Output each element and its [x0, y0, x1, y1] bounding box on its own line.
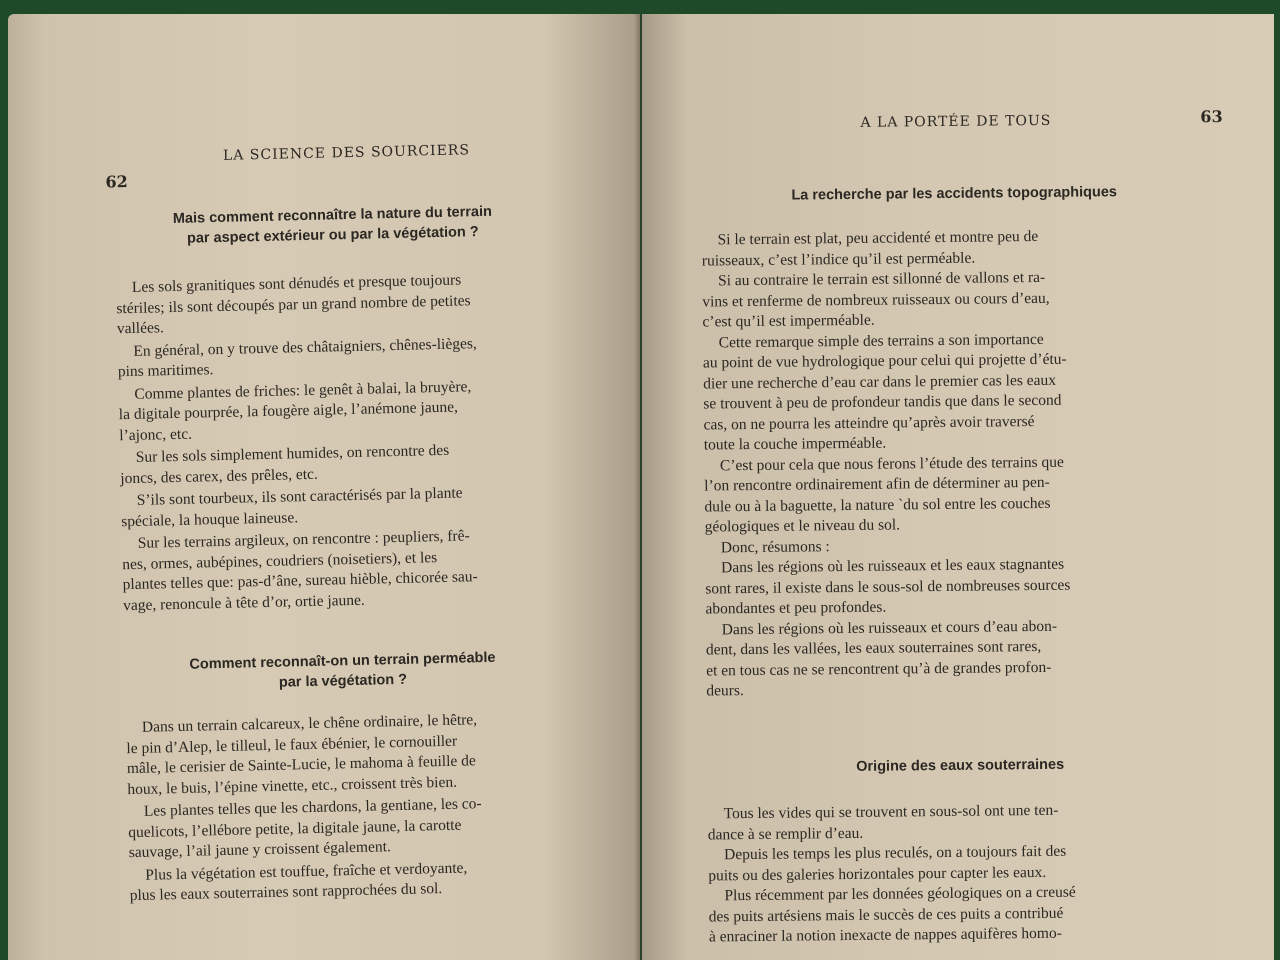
text-line: puits ou des galeries horizontales pour capter les eaux. [708, 863, 1047, 884]
text-line: Donc, résumons : [720, 537, 830, 556]
text-line: ruisseaux, c’est l’indice qu’il est perméable. [701, 249, 976, 270]
text-line: dent, dans les vallées, les eaux souterraines sont rares, [705, 637, 1042, 659]
text-line: Sur les terrains argileux, on rencontre : peupliers, frê- [137, 527, 470, 552]
paragraph [116, 268, 567, 340]
paragraph [702, 266, 1203, 333]
text-line: vins et renferme de nombreux ruisseaux ou cours d’eau, [702, 289, 1050, 311]
text-line: sauvage, l’ail jaune y croissent également. [128, 838, 392, 862]
page-number: 62 [105, 172, 129, 192]
text-line: vage, renoncule à tête d’or, ortie jaune. [122, 591, 365, 614]
right-page [642, 14, 1274, 960]
text-line: deurs. [706, 682, 744, 700]
paragraph [708, 799, 1208, 845]
heading-line: par la végétation ? [278, 671, 408, 691]
text-line: à enraciner la notion inexacte de nappes aquifères homo- [708, 924, 1062, 946]
left-page [8, 14, 640, 960]
text-line: des puits artésiens mais le succès de ces puits a contribué [708, 904, 1064, 925]
text-line: l’on rencontre ordinairement afin de déterminer au pen- [704, 473, 1050, 495]
text-line: stériles; ils sont découpés par un grand nombre de petites [116, 291, 471, 317]
heading-line: par aspect extérieur ou par la végétation ? [186, 224, 479, 247]
text-line: Dans les régions où les ruisseaux et les eaux stagnantes [720, 555, 1065, 577]
section-heading [132, 647, 553, 697]
paragraph [128, 792, 589, 864]
text-line: quelicots, l’ellébore petite, la digitale jaune, la carotte [128, 816, 462, 841]
text-line: c’est qu’il est imperméable. [702, 311, 875, 331]
text-line: joncs, des carex, des prêles, etc. [120, 465, 318, 487]
heading-line: La recherche par les accidents topographiques [791, 184, 1118, 204]
text-line: toute la couche imperméable. [703, 434, 887, 454]
open-book [8, 14, 1274, 960]
text-line: nes, ormes, aubépines, coudriers (noisetiers), et les [122, 548, 438, 573]
heading-line: Origine des eaux souterraines [856, 756, 1065, 775]
text-line: se trouvent à peu de profondeur tandis que dans le second [703, 391, 1062, 413]
text-line: dule ou à la baguette, la nature `du sol entre les couches [704, 494, 1051, 515]
text-line: C’est pour cela que nous ferons l’étude des terrains que [719, 453, 1064, 474]
text-line: Dans un terrain calcareux, le chêne ordinaire, le hêtre, [141, 711, 478, 736]
text-line: En général, on y trouve des châtaigniers, chênes-lièges, [133, 334, 477, 360]
text-line: Plus récemment par les données géologiques on a creusé [724, 883, 1076, 905]
paragraph [708, 840, 1208, 886]
paragraph [126, 708, 588, 800]
text-line: abondantes et peu profondes. [705, 598, 887, 618]
text-line: géologiques et le niveau du sol. [704, 516, 901, 536]
paragraph [122, 524, 574, 616]
text-line: spéciale, la houque laineuse. [121, 508, 299, 530]
text-line: pins maritimes. [117, 361, 214, 381]
text-line: au point de vue hydrologique pour celui qui projette d’étu- [702, 350, 1067, 372]
text-line: l’ajonc, etc. [119, 425, 193, 444]
text-line: dier une recherche d’eau car dans le premier cas les eaux [703, 371, 1057, 392]
running-head: A LA PORTÉE DE TOUS [860, 112, 1052, 131]
section-heading [725, 753, 1195, 778]
left-page-content [8, 14, 640, 960]
paragraph [704, 451, 1205, 538]
text-line: plus les eaux souterraines sont rapprochées du sol. [129, 880, 443, 905]
heading-line: Comment reconnaît-on un terrain perméable [189, 649, 496, 673]
text-line: Si le terrain est plat, peu accidenté et montre peu de [717, 227, 1039, 249]
text-line: Cette remarque simple des terrains a son importance [718, 330, 1044, 351]
paragraph [129, 855, 590, 906]
text-line: cas, on ne pourra les atteindre qu’après avoir traversé [703, 412, 1035, 433]
paragraph [118, 375, 569, 447]
text-line: Plus la végétation est touffue, fraîche et verdoyante, [145, 858, 468, 884]
paragraph [706, 615, 1207, 702]
text-line: et en tous cas ne se rencontrent qu’à de grandes profon- [706, 658, 1052, 679]
text-line: S’ils sont tourbeux, ils sont caractérisés par la plante [136, 484, 463, 509]
text-line: Les plantes telles que les chardons, la gentiane, les co- [143, 795, 482, 820]
text-line: vallées. [116, 319, 164, 338]
paragraph [705, 553, 1206, 620]
text-line: le pin d’Alep, le tilleul, le faux ébénier, le cornouiller [126, 732, 458, 757]
text-line: Tous les vides qui se trouvent en sous-sol ont une ten- [723, 801, 1059, 823]
text-line: dance à se remplir d’eau. [707, 824, 864, 843]
text-line: Les sols granitiques sont dénudés et presque toujours [131, 271, 462, 296]
page-number: 63 [1200, 107, 1223, 127]
paragraph [702, 225, 1202, 271]
text-line: Dans les régions où les ruisseaux et cours d’eau abon- [721, 617, 1058, 638]
text-line: sont rares, il existe dans le sous-sol de nombreuses sources [705, 576, 1071, 597]
text-line: Comme plantes de friches: le genêt à balai, la bruyère, [134, 377, 472, 403]
text-line: Si au contraire le terrain est sillonné de vallons et ra- [717, 268, 1046, 290]
text-line: Depuis les temps les plus reculés, on a toujours fait des [723, 842, 1067, 864]
text-line: mâle, le cerisier de Sainte-Lucie, le mahoma à feuille de [126, 752, 476, 778]
heading-line: Mais comment reconnaître la nature du terrain [172, 203, 493, 228]
text-line: Sur les sols simplement humides, on rencontre des [135, 441, 450, 466]
running-head: LA SCIENCE DES SOURCIERS [222, 142, 471, 164]
paragraph [708, 881, 1209, 948]
right-page-content [642, 14, 1274, 960]
text-line: plantes telles que: pas-d’âne, sureau hièble, chicorée sau- [122, 568, 478, 594]
paragraph [703, 328, 1204, 456]
section-heading [719, 181, 1189, 206]
text-line: la digitale pourprée, la fougère aigle, l’anémone jaune, [118, 398, 459, 424]
text-line: houx, le buis, l’épine vinette, etc., croissent très bien. [127, 773, 458, 798]
section-heading [122, 201, 543, 251]
